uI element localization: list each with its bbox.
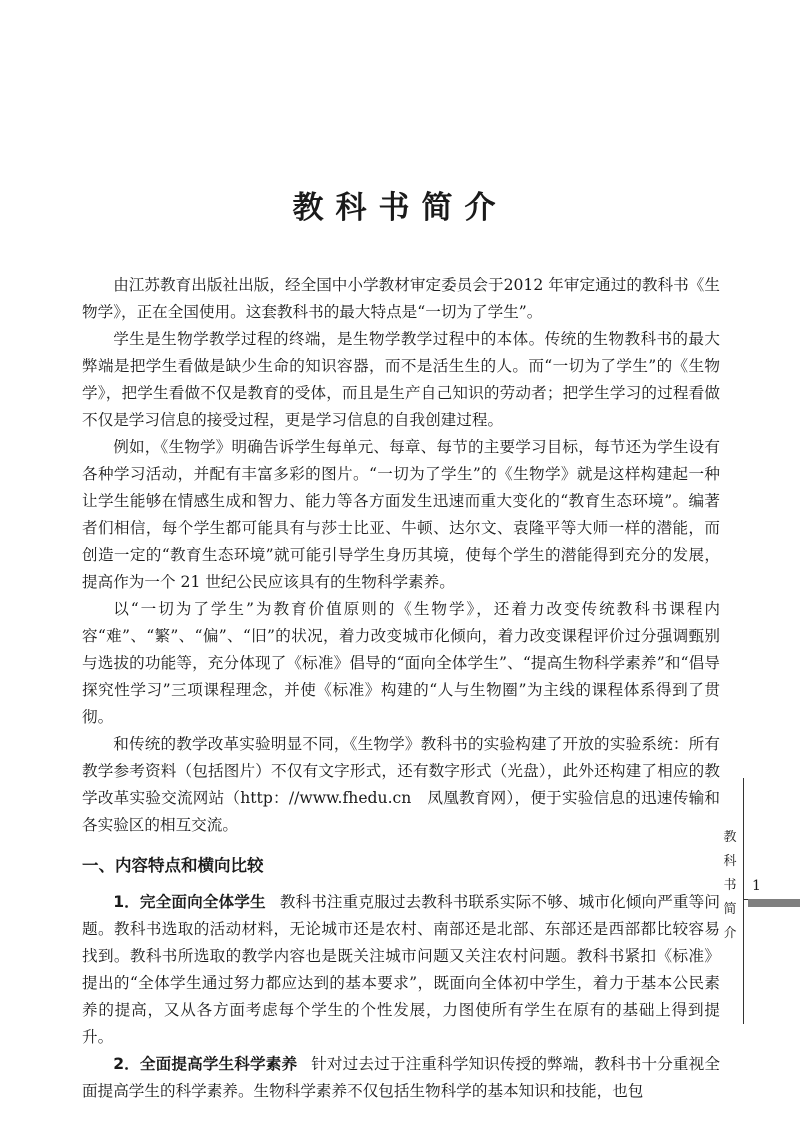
point-lead: 1．完全面向全体学生 [113,893,266,911]
running-chapter-label [721,826,739,946]
paragraph: 和传统的教学改革实验明显不同，《生物学》教科书的实验构建了开放的实验系统：所有教学参考资料（包括图片）不仅有文字形式，还有数字形式（光盘），此外还构建了相应的教学改革实验交流网站（http：//www.fhedu.cn 凤凰教育网），便于实验信息的迅速传输和各实验区的相互交流。 [82,735,720,834]
section-heading: 一、内容特点和横向比较 [82,856,264,875]
paragraph: 以“一切为了学生”为教育价值原则的《生物学》，还着力改变传统教科书课程内容“难”、“繁”、“偏”、“旧”的状况，着力改变城市化倾向，着力改变课程评价过分强调甄别与选拔的功能等，充分体现了《标准》倡导的“面向全体学生”、“提高生物科学素养”和“倡导探究性学习”三项课程理念，并使《标准》构建的“人与生物圈”为主线的课程体系得到了贯彻。 [82,600,720,726]
page-number: 1 [752,878,761,894]
point-text: 针对过去过于注重科学知识传授的弊端，教科书十分重视全面提高学生的科学素养。生物科学素养不仅包括生物科学的基本知识和技能，也包 [82,1055,720,1100]
side-label-char: 介 [723,926,737,941]
paragraph: 例如，《生物学》明确告诉学生每单元、每章、每节的主要学习目标，每节还为学生设有各种学习活动，并配有丰富多彩的图片。“一切为了学生”的《生物学》就是这样构建起一种让学生能够在情感生成和智力、能力等各方面发生迅速而重大变化的“教育生态环境”。编著者们相信，每个学生都可能具有与莎士比亚、牛顿、达尔文、袁隆平等大师一样的潜能，而创造一定的“教育生态环境”就可能引导学生身历其境，使每个学生的潜能得到充分的发展，提高作为一个 21 世纪公民应该具有的生物科学素养。 [82,438,720,591]
paragraph: 由江苏教育出版社出版，经全国中小学教材审定委员会于2012 年审定通过的教科书《生物学》，正在全国使用。这套教科书的最大特点是“一切为了学生”。 [82,276,720,321]
margin-rule [743,778,744,1024]
side-label-char: 科 [723,854,737,869]
point-lead: 2．全面提高学生科学素养 [113,1055,298,1073]
side-label-char: 简 [723,902,737,917]
point-paragraph [82,889,720,1051]
side-label-char: 教 [723,830,737,845]
point-paragraph [82,1051,720,1105]
side-label-char: 书 [723,878,737,893]
paragraph: 学生是生物学教学过程的终端，是生物学教学过程中的本体。传统的生物教科书的最大弊端是把学生看做是缺少生命的知识容器，而不是活生生的人。而“一切为了学生”的《生物学》，把学生看做不仅是教育的受体，而且是生产自己知识的劳动者；把学生学习的过程看做不仅是学习信息的接受过程，更是学习信息的自我创建过程。 [82,330,720,429]
page-number-bar [748,899,800,907]
body-text [82,272,720,1105]
page-title: 教科书简介 [292,190,508,226]
point-text: 教科书注重克服过去教科书联系实际不够、城市化倾向严重等问题。教科书选取的活动材料，无论城市还是农村、南部还是北部、东部还是西部都比较容易找到。教科书所选取的教学内容也是既关注城市问题又关注农村问题。教科书紧扣《标准》提出的“全体学生通过努力都应达到的基本要求”，既面向全体初中学生，着力于基本公民素养的提高，又从各方面考虑每个学生的个性发展，力图使所有学生在原有的基础上得到提升。 [82,893,720,1046]
